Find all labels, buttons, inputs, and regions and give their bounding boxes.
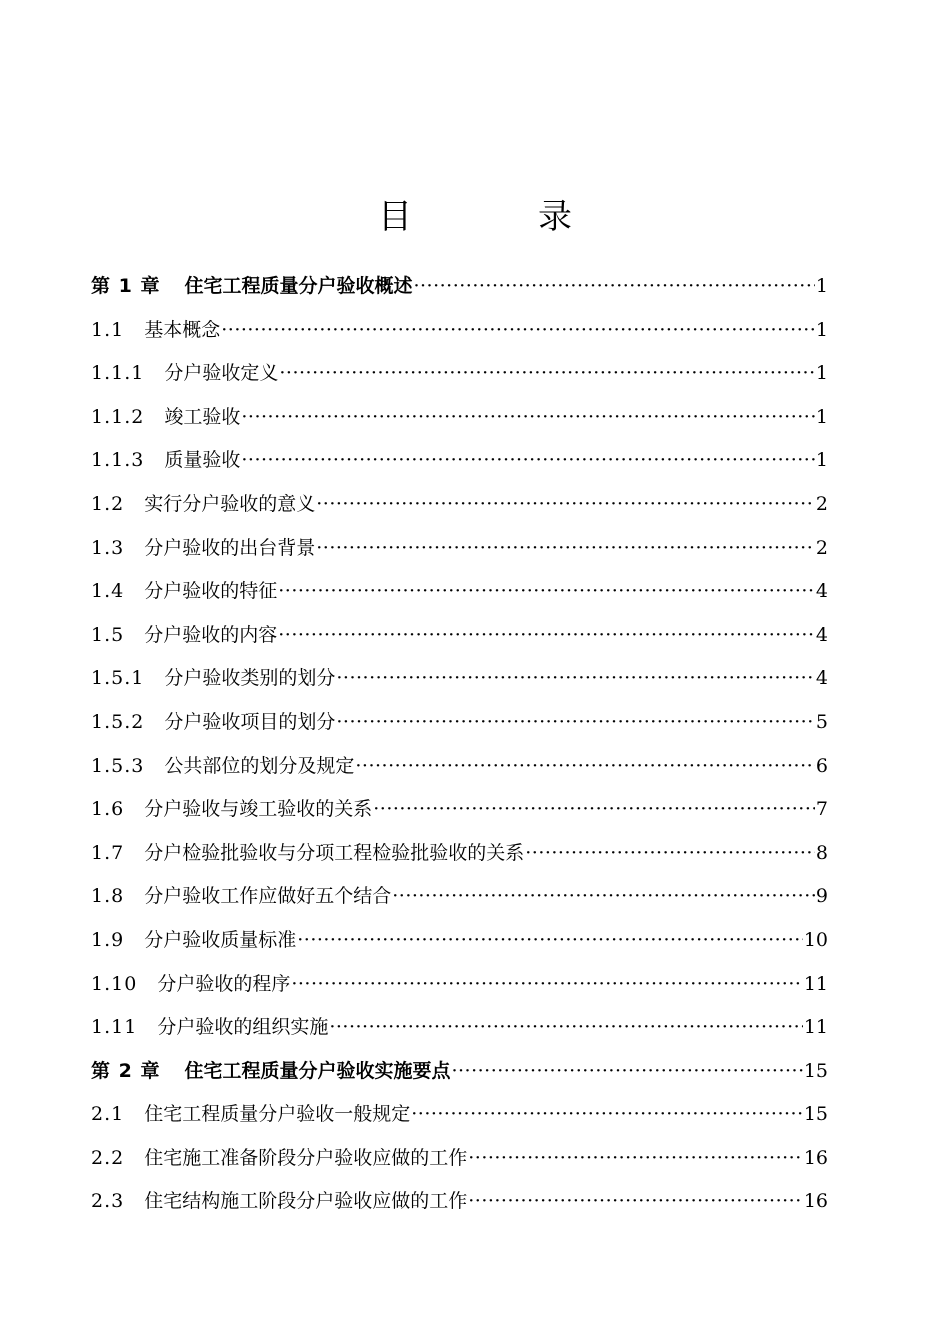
- toc-section-entry[interactable]: [91, 745, 828, 789]
- toc-section-entry[interactable]: [91, 614, 828, 658]
- toc-entry-number: 1.1.2: [91, 405, 145, 428]
- toc-entry-title: 实行分户验收的意义: [144, 492, 316, 515]
- toc-entry-page-number: 10: [803, 928, 828, 951]
- toc-entry-title: 住宅工程质量分户验收一般规定: [144, 1103, 411, 1126]
- toc-entry-number: 1.2: [91, 492, 125, 515]
- toc-entry-number: 1.8: [91, 885, 125, 908]
- toc-entry-number: 第 2 章: [91, 1059, 161, 1082]
- toc-section-entry[interactable]: [91, 963, 828, 1007]
- toc-chapter-entry[interactable]: [91, 265, 828, 309]
- toc-dot-leader: [373, 788, 815, 832]
- toc-dot-leader: [392, 875, 815, 919]
- toc-section-entry[interactable]: [91, 527, 828, 571]
- toc-dot-leader: [279, 352, 815, 396]
- toc-entry-title: 基本概念: [144, 318, 221, 341]
- toc-entry-title: 分户验收的内容: [144, 623, 278, 646]
- toc-entry-page-number: 4: [815, 667, 828, 690]
- toc-entry-number: 1.5.2: [91, 710, 145, 733]
- toc-entry-title: 分户验收的特征: [144, 580, 278, 603]
- toc-entry-title: 分户验收的程序: [157, 972, 291, 995]
- toc-dot-leader: [336, 701, 815, 745]
- toc-entry-number: 1.5.3: [91, 754, 145, 777]
- toc-entry-number: 1.1: [91, 318, 125, 341]
- toc-chapter-entry[interactable]: [91, 1050, 828, 1094]
- toc-entry-page-number: 5: [815, 710, 828, 733]
- toc-entry-title: 分户验收定义: [164, 362, 279, 385]
- toc-entry-number: 1.3: [91, 536, 125, 559]
- toc-entry-number: 2.2: [91, 1146, 125, 1169]
- toc-section-entry[interactable]: [91, 1137, 828, 1181]
- toc-entry-page-number: 1: [815, 275, 828, 297]
- toc-section-entry[interactable]: [91, 352, 828, 396]
- toc-entry-page-number: 7: [815, 798, 828, 821]
- toc-section-entry[interactable]: [91, 1006, 828, 1050]
- toc-dot-leader: [468, 1180, 803, 1224]
- toc-entry-number: 1.4: [91, 580, 125, 603]
- toc-entry-title: 分户验收类别的划分: [164, 667, 336, 690]
- toc-entry-page-number: 2: [815, 536, 828, 559]
- toc-dot-leader: [411, 1093, 803, 1137]
- toc-section-entry[interactable]: [91, 483, 828, 527]
- toc-section-entry[interactable]: [91, 657, 828, 701]
- toc-entry-title: 分户验收工作应做好五个结合: [144, 885, 392, 908]
- toc-section-entry[interactable]: [91, 1180, 828, 1224]
- toc-entry-page-number: 11: [803, 1016, 828, 1039]
- toc-entry-number: 1.5.1: [91, 667, 145, 690]
- toc-entry-title: 竣工验收: [164, 405, 241, 428]
- toc-list: [91, 265, 828, 1224]
- toc-entry-number: 1.5: [91, 623, 125, 646]
- toc-entry-title: 质量验收: [164, 449, 241, 472]
- toc-entry-title: 住宅工程质量分户验收实施要点: [184, 1059, 451, 1082]
- toc-dot-leader: [451, 1050, 802, 1094]
- toc-entry-number: 第 1 章: [91, 275, 161, 297]
- toc-section-entry[interactable]: [91, 309, 828, 353]
- toc-section-entry[interactable]: [91, 875, 828, 919]
- toc-entry-title: 分户验收质量标准: [144, 928, 297, 951]
- toc-section-entry[interactable]: [91, 396, 828, 440]
- toc-dot-leader: [241, 396, 815, 440]
- toc-section-entry[interactable]: [91, 439, 828, 483]
- toc-dot-leader: [221, 309, 815, 353]
- toc-entry-number: 1.7: [91, 841, 125, 864]
- toc-entry-page-number: 2: [815, 492, 828, 515]
- toc-section-entry[interactable]: [91, 570, 828, 614]
- toc-entry-page-number: 16: [803, 1146, 828, 1169]
- toc-dot-leader: [278, 570, 815, 614]
- toc-dot-leader: [316, 527, 815, 571]
- toc-dot-leader: [297, 919, 803, 963]
- toc-entry-page-number: 1: [815, 362, 828, 385]
- toc-dot-leader: [291, 963, 802, 1007]
- toc-entry-number: 1.9: [91, 928, 125, 951]
- toc-entry-number: 1.6: [91, 798, 125, 821]
- toc-entry-title: 分户验收项目的划分: [164, 710, 336, 733]
- toc-entry-page-number: 15: [803, 1103, 828, 1126]
- toc-entry-title: 分户检验批验收与分项工程检验批验收的关系: [144, 841, 525, 864]
- toc-entry-page-number: 4: [815, 580, 828, 603]
- toc-entry-number: 1.10: [91, 972, 138, 995]
- toc-entry-page-number: 1: [815, 449, 828, 472]
- toc-entry-page-number: 9: [815, 885, 828, 908]
- toc-entry-page-number: 11: [803, 972, 828, 995]
- toc-dot-leader: [413, 265, 814, 309]
- toc-entry-title: 住宅施工准备阶段分户验收应做的工作: [144, 1146, 468, 1169]
- toc-entry-number: 1.1.3: [91, 449, 145, 472]
- toc-entry-page-number: 1: [815, 318, 828, 341]
- toc-dot-leader: [278, 614, 815, 658]
- toc-entry-title: 公共部位的划分及规定: [164, 754, 355, 777]
- toc-entry-page-number: 1: [815, 405, 828, 428]
- toc-entry-page-number: 15: [803, 1059, 828, 1082]
- toc-entry-number: 2.3: [91, 1190, 125, 1213]
- toc-entry-page-number: 16: [803, 1190, 828, 1213]
- toc-dot-leader: [316, 483, 815, 527]
- toc-entry-title: 分户验收的出台背景: [144, 536, 316, 559]
- toc-section-entry[interactable]: [91, 1093, 828, 1137]
- toc-entry-page-number: 4: [815, 623, 828, 646]
- toc-entry-page-number: 6: [815, 754, 828, 777]
- toc-section-entry[interactable]: [91, 919, 828, 963]
- toc-dot-leader: [468, 1137, 803, 1181]
- toc-entry-number: 1.11: [91, 1016, 138, 1039]
- toc-section-entry[interactable]: [91, 788, 828, 832]
- toc-entry-number: 1.1.1: [91, 362, 145, 385]
- toc-entry-title: 分户验收的组织实施: [157, 1016, 329, 1039]
- toc-entry-number: 2.1: [91, 1103, 125, 1126]
- toc-dot-leader: [329, 1006, 802, 1050]
- toc-entry-title: 住宅工程质量分户验收概述: [184, 275, 413, 297]
- toc-section-entry[interactable]: [91, 832, 828, 876]
- toc-dot-leader: [525, 832, 815, 876]
- toc-dot-leader: [241, 439, 815, 483]
- toc-dot-leader: [336, 657, 815, 701]
- toc-section-entry[interactable]: [91, 701, 828, 745]
- toc-title: 目 录: [378, 196, 618, 237]
- toc-dot-leader: [355, 745, 815, 789]
- toc-entry-title: 住宅结构施工阶段分户验收应做的工作: [144, 1190, 468, 1213]
- toc-entry-page-number: 8: [815, 841, 828, 864]
- toc-entry-title: 分户验收与竣工验收的关系: [144, 798, 373, 821]
